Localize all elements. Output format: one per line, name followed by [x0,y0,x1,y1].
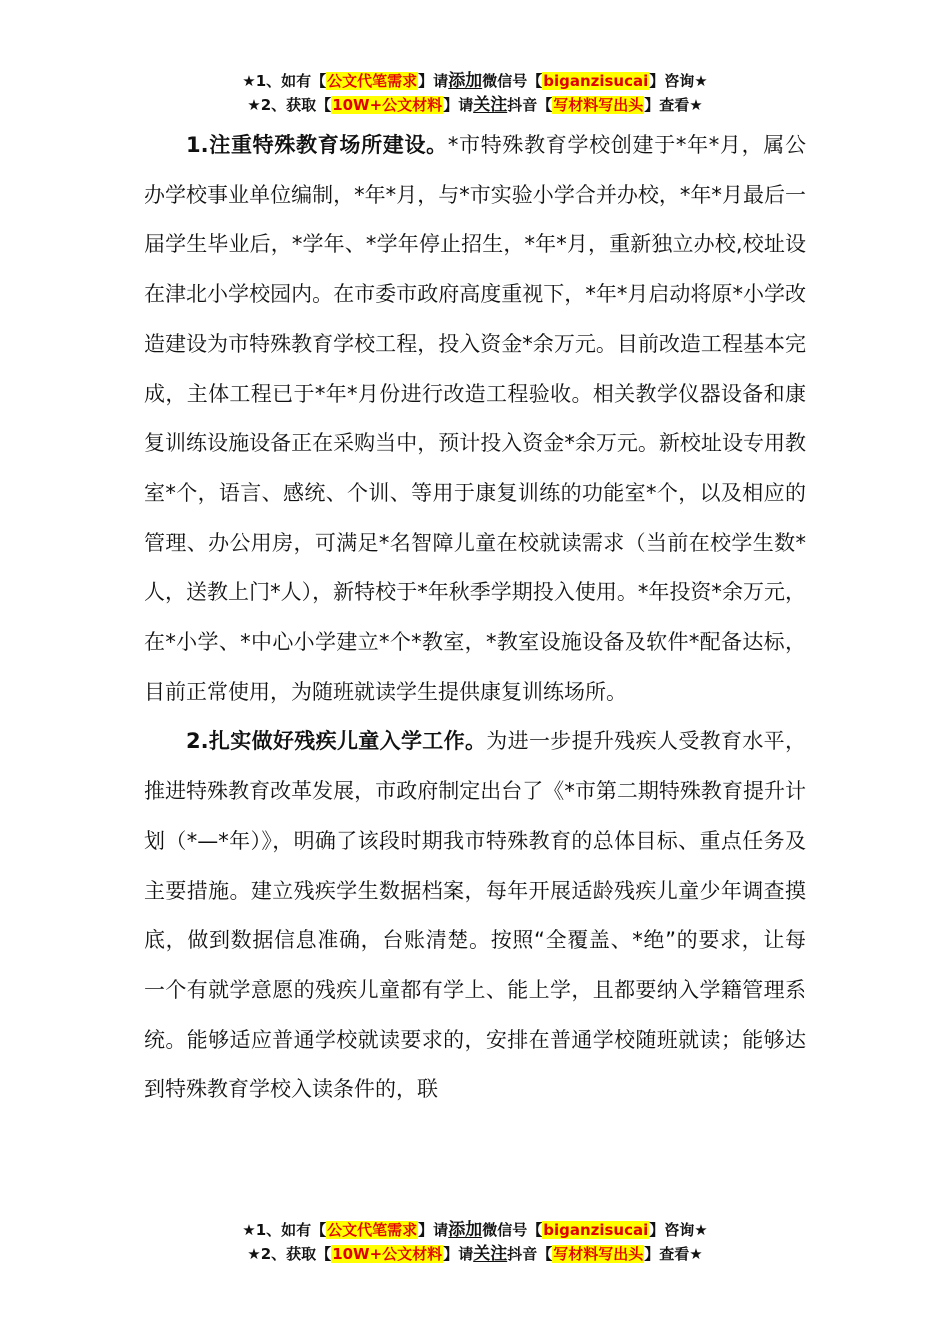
header-banner [0,69,950,117]
paragraph-2 [144,717,806,1115]
star-icon: ★ [694,72,708,90]
star-icon: ★ [242,1221,256,1239]
star-icon: ★ [247,1245,261,1263]
highlight-service: 公文代笔需求 [327,1221,418,1239]
banner-emphasis: 关注 [473,1244,508,1264]
star-icon: ★ [689,96,703,114]
banner-text: 微信号【 [482,1221,543,1239]
star-icon: ★ [242,72,256,90]
paragraph-text: *市特殊教育学校创建于*年*月，属公办学校事业单位编制，*年*月，与*市实验小学合并办校，*年*月最后一届学生毕业后，*学年、*学年停止招生，*年*月，重新独立办校,校址设在津北小学校园内。在市委市政府高度重视下，*年*月启动将原*小学改造建设为市特殊教育学校工程，投入资金*余万元。目前改造工程基本完成，主体工程已于*年*月份进行改造工程验收。相关教学仪器设备和康复训练设施设备正在采购当中，预计投入资金*余万元。新校址设专用教室*个，语言、感统、个训、等用于康复训练的功能室*个，以及相应的管理、办公用房，可满足*名智障儿童在校就读需求（当前在校学生数*人，送教上门*人），新特校于*年秋季学期投入使用。*年投资*余万元，在*小学、*中心小学建立*个*教室，*教室设施设备及软件*配备达标，目前正常使用，为随班就读学生提供康复训练场所。 [144,133,806,704]
highlight-materials: 10W+公文材料 [332,96,443,114]
star-icon: ★ [689,1245,703,1263]
banner-line-1 [0,1218,950,1242]
banner-text: 】咨询 [649,72,695,90]
banner-text: 抖音【 [507,1245,553,1263]
banner-text: 抖音【 [507,96,553,114]
banner-text: 】请 [443,96,474,114]
banner-text: 】查看 [644,1245,690,1263]
paragraph-heading: 1.注重特殊教育场所建设。 [186,133,448,157]
banner-line-2 [0,93,950,117]
banner-line-2 [0,1242,950,1266]
banner-emphasis: 添加 [448,1220,483,1240]
banner-text: 1、如有【 [255,1221,327,1239]
banner-text: 2、获取【 [260,96,332,114]
highlight-wechat-id: biganzisucai [543,1221,649,1239]
banner-text: 】咨询 [649,1221,695,1239]
highlight-wechat-id: biganzisucai [543,72,649,90]
document-body [144,121,806,1115]
banner-text: 】请 [443,1245,474,1263]
banner-text: 】请 [418,1221,449,1239]
banner-emphasis: 添加 [448,71,483,91]
footer-banner [0,1218,950,1266]
star-icon: ★ [247,96,261,114]
paragraph-1 [144,121,806,717]
banner-text: 2、获取【 [260,1245,332,1263]
banner-emphasis: 关注 [473,95,508,115]
banner-text: 微信号【 [482,72,543,90]
star-icon: ★ [694,1221,708,1239]
banner-text: 1、如有【 [255,72,327,90]
banner-text: 】查看 [644,96,690,114]
paragraph-text: 为进一步提升残疾人受教育水平，推进特殊教育改革发展，市政府制定出台了《*市第二期特殊教育提升计划（*—*年）》，明确了该段时期我市特殊教育的总体目标、重点任务及主要措施。建立残疾学生数据档案，每年开展适龄残疾儿童少年调查摸底，做到数据信息准确，台账清楚。按照“全覆盖、*绝”的要求，让每一个有就学意愿的残疾儿童都有学上、能上学，且都要纳入学籍管理系统。能够适应普通学校就读要求的，安排在普通学校随班就读；能够达到特殊教育学校入读条件的，联 [144,729,806,1102]
highlight-douyin-account: 写材料写出头 [553,1245,644,1263]
highlight-douyin-account: 写材料写出头 [553,96,644,114]
banner-text: 】请 [418,72,449,90]
highlight-service: 公文代笔需求 [327,72,418,90]
highlight-materials: 10W+公文材料 [332,1245,443,1263]
banner-line-1 [0,69,950,93]
paragraph-heading: 2.扎实做好残疾儿童入学工作。 [186,729,487,754]
